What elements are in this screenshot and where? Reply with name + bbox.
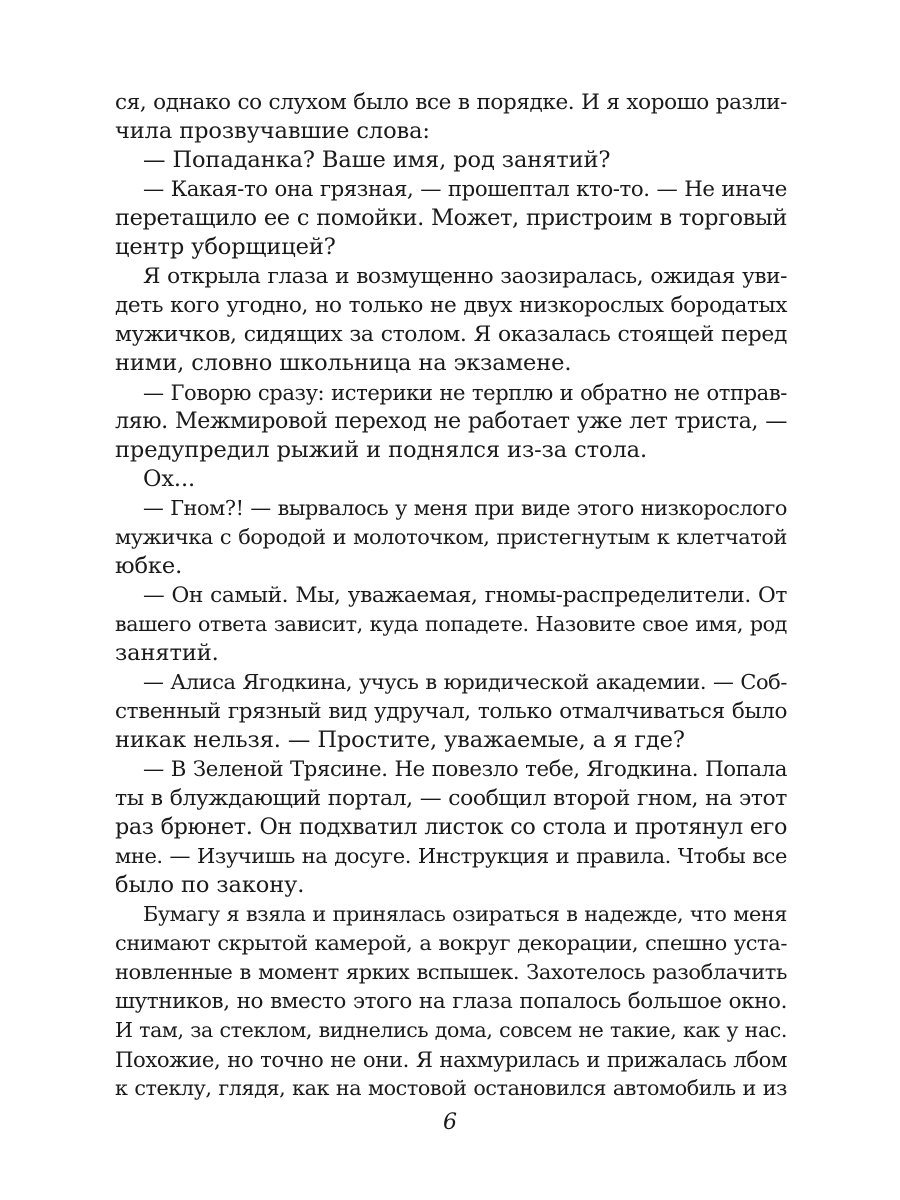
text-line: — Какая-то она грязная, — прошептал кто-то. — Не иначе [143, 177, 787, 202]
text-line: никак нельзя. — Простите, уважаемые, а я где? [115, 727, 685, 753]
text-line: Ох... [143, 466, 196, 492]
text-line: — Алиса Ягодкина, учусь в юридической академии. — Соб- [143, 670, 787, 694]
text-line: чила прозвучавшие слова: [115, 118, 430, 144]
text-line: раз брюнет. Он подхватил листок со стола и протянул его [115, 814, 787, 840]
text-line: мужичка с бородой и молоточком, пристегнутым к клетчатой [115, 525, 787, 549]
text-line: ственный грязный вид удручал, только отмалчиваться было [115, 699, 787, 724]
text-line: мне. — Изучишь на досуге. Инструкция и правила. Чтобы все [115, 844, 787, 868]
text-line: ты в блуждающий портал, — сообщил второй гном, на этот [115, 786, 787, 811]
text-line: ними, словно школьница на экзамене. [115, 350, 572, 376]
text-line: ся, однако со слухом было все в порядке. И я хорошо разли- [115, 90, 787, 115]
text-line: — Говорю сразу: истерики не терплю и обратно не отправ- [143, 380, 787, 405]
text-line: центр уборщицей? [115, 234, 336, 260]
text-line: — Попаданка? Ваше имя, род занятий? [143, 147, 611, 173]
text-line: вашего ответа зависит, куда попадете. Назовите свое имя, род [115, 612, 787, 636]
text-line: юбке. [115, 553, 183, 579]
text-line: — Он самый. Мы, уважаемая, гномы-распределители. От [143, 583, 787, 608]
text-line: новленные в момент ярких вспышек. Захотелось разоблачить [115, 960, 787, 984]
text-line: предупредил рыжий и поднялся из-за стола. [115, 437, 648, 463]
text-line: перетащило ее с помойки. Может, пристроим в торговый [115, 205, 787, 231]
text-line: ляю. Межмировой переход не работает уже лет триста, — [115, 408, 787, 434]
text-line: деть кого угодно, но только не двух низкорослых бородатых [115, 293, 787, 318]
text-line: шутников, но вместо этого на глаза попалось большое окно. [115, 989, 787, 1014]
page-text [115, 88, 787, 1103]
text-line: было по закону. [115, 872, 305, 898]
text-line: Бумагу я взяла и принялась озираться в надежде, что меня [143, 902, 787, 926]
text-line: мужичков, сидящих за столом. Я оказалась стоящей перед [115, 322, 787, 347]
page-number: 6 [443, 1110, 457, 1135]
text-line: — В Зеленой Трясине. Не повезло тебе, Ягодкина. Попала [143, 757, 787, 782]
text-line: снимают скрытой камерой, а вокруг декорации, спешно уста- [115, 931, 787, 955]
text-line: — Гном?! — вырвалось у меня при виде этого низкорослого [143, 496, 787, 520]
text-line: занятий. [115, 640, 219, 666]
text-line: к стеклу, глядя, как на мостовой остановился автомобиль и из [115, 1076, 787, 1100]
text-line: Я открыла глаза и возмущенно заозиралась, ожидая уви- [143, 264, 787, 289]
text-line: И там, за стеклом, виднелись дома, совсем не такие, как у нас. [115, 1018, 787, 1042]
text-line: Похожие, но точно не они. Я нахмурилась и прижалась лбом [115, 1047, 787, 1072]
